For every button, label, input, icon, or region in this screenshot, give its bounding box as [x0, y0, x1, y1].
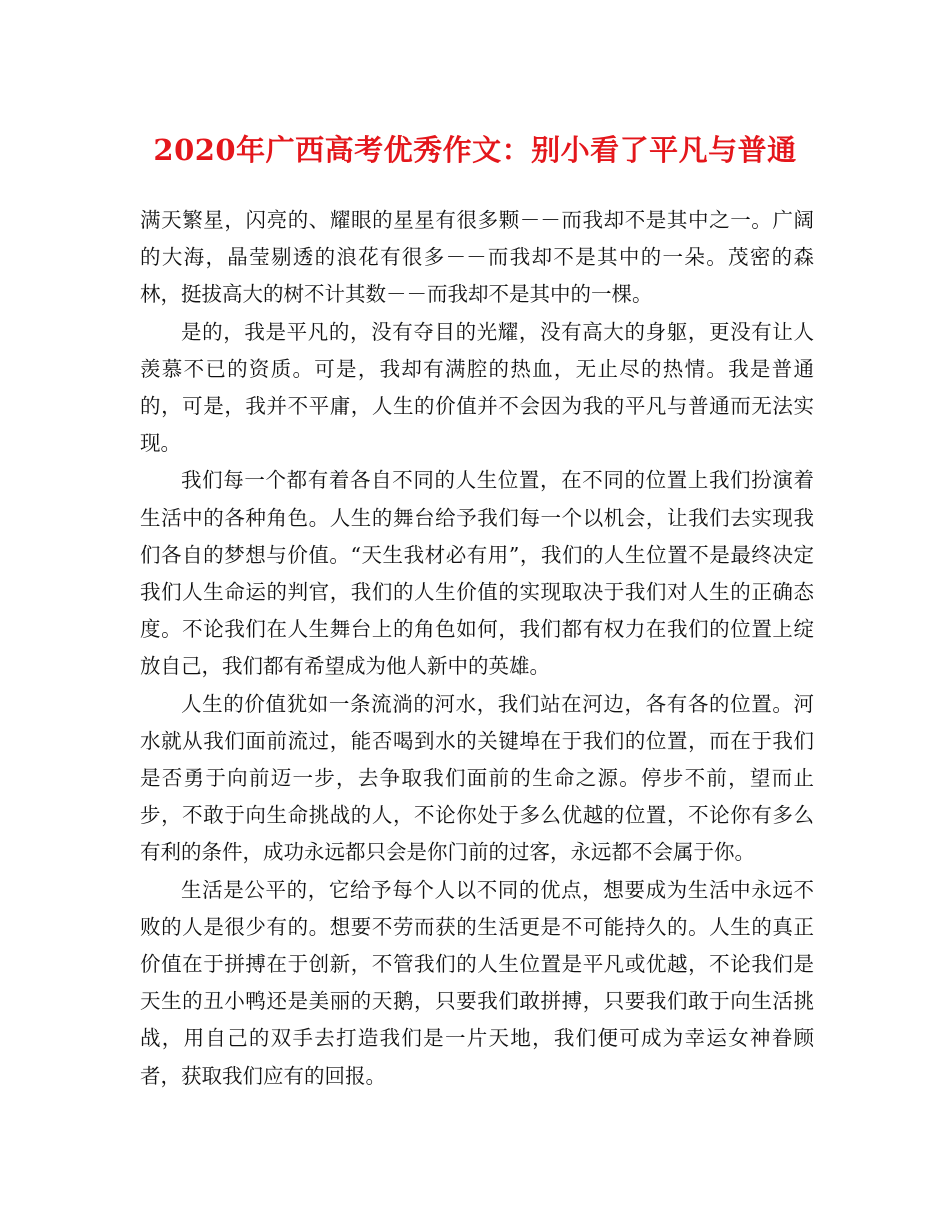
document-body: [140, 202, 814, 1095]
paragraph-4: 人生的价值犹如一条流淌的河水，我们站在河边，各有各的位置。河水就从我们面前流过，能否喝到水的关键埠在于我们的位置，而在于我们是否勇于向前迈一步，去争取我们面前的生命之源。停步不前，望而止步，不敢于向生命挑战的人，不论你处于多么优越的位置，不论你有多么有利的条件，成功永远都只会是你门前的过客，永远都不会属于你。: [140, 691, 814, 865]
paragraph-2: 是的，我是平凡的，没有夺目的光耀，没有高大的身躯，更没有让人羡慕不已的资质。可是，我却有满腔的热血，无止尽的热情。我是普通的，可是，我并不平庸，人生的价值并不会因为我的平凡与普通而无法实现。: [140, 319, 814, 456]
paragraph-3: 我们每一个都有着各自不同的人生位置，在不同的位置上我们扮演着生活中的各种角色。人生的舞台给予我们每一个以机会，让我们去实现我们各自的梦想与价值。“天生我材必有用”，我们的人生位置不是最终决定我们人生命运的判官，我们的人生价值的实现取决于我们对人生的正确态度。不论我们在人生舞台上的角色如何，我们都有权力在我们的位置上绽放自己，我们都有希望成为他人新中的英雄。: [140, 468, 814, 679]
paragraph-1: 满天繁星，闪亮的、耀眼的星星有很多颗－－而我却不是其中之一。广阔的大海，晶莹剔透的浪花有很多－－而我却不是其中的一朵。茂密的森林，挺拔高大的树不计其数－－而我却不是其中的一棵。: [140, 208, 814, 307]
document-title: 2020年广西高考优秀作文：别小看了平凡与普通: [153, 133, 797, 167]
paragraph-5: 生活是公平的，它给予每个人以不同的优点，想要成为生活中永远不败的人是很少有的。想要不劳而获的生活更是不可能持久的。人生的真正价值在于拼搏在于创新，不管我们的人生位置是平凡或优越，不论我们是天生的丑小鸭还是美丽的天鹅，只要我们敢拼搏，只要我们敢于向生活挑战，用自己的双手去打造我们是一片天地，我们便可成为幸运女神眷顾者，获取我们应有的回报。: [140, 877, 814, 1088]
